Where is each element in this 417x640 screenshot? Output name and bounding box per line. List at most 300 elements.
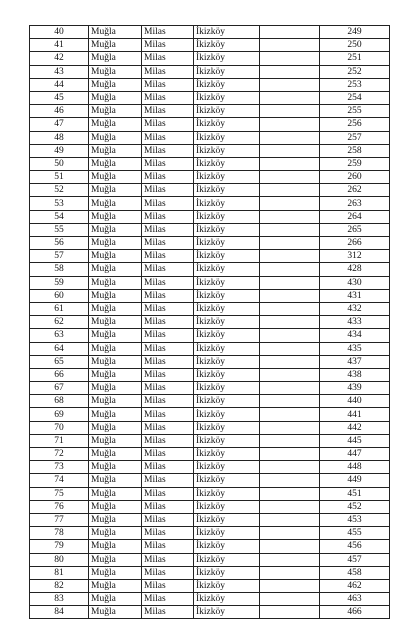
district-cell: Milas xyxy=(142,223,194,236)
province-cell: Muğla xyxy=(89,39,142,52)
table-row xyxy=(30,316,390,329)
table-row xyxy=(30,593,390,606)
province-cell: Muğla xyxy=(89,540,142,553)
empty-cell xyxy=(260,184,320,197)
empty-cell xyxy=(260,329,320,342)
row-number-cell: 46 xyxy=(30,105,89,118)
province-cell: Muğla xyxy=(89,553,142,566)
empty-cell xyxy=(260,250,320,263)
parcel-number-cell: 312 xyxy=(320,250,390,263)
row-number-cell: 80 xyxy=(30,553,89,566)
village-cell: İkizköy xyxy=(194,237,260,250)
village-cell: İkizköy xyxy=(194,329,260,342)
district-cell: Milas xyxy=(142,579,194,592)
district-cell: Milas xyxy=(142,91,194,104)
row-number-cell: 84 xyxy=(30,606,89,619)
province-cell: Muğla xyxy=(89,461,142,474)
table-row xyxy=(30,448,390,461)
village-cell: İkizköy xyxy=(194,39,260,52)
village-cell: İkizköy xyxy=(194,342,260,355)
village-cell: İkizköy xyxy=(194,395,260,408)
table-row xyxy=(30,355,390,368)
district-cell: Milas xyxy=(142,593,194,606)
district-cell: Milas xyxy=(142,342,194,355)
table-row xyxy=(30,408,390,421)
row-number-cell: 79 xyxy=(30,540,89,553)
province-cell: Muğla xyxy=(89,434,142,447)
district-cell: Milas xyxy=(142,65,194,78)
district-cell: Milas xyxy=(142,368,194,381)
row-number-cell: 60 xyxy=(30,289,89,302)
district-cell: Milas xyxy=(142,171,194,184)
row-number-cell: 42 xyxy=(30,52,89,65)
district-cell: Milas xyxy=(142,157,194,170)
village-cell: İkizköy xyxy=(194,316,260,329)
province-cell: Muğla xyxy=(89,302,142,315)
district-cell: Milas xyxy=(142,382,194,395)
table-row xyxy=(30,606,390,619)
row-number-cell: 72 xyxy=(30,448,89,461)
province-cell: Muğla xyxy=(89,263,142,276)
district-cell: Milas xyxy=(142,487,194,500)
empty-cell xyxy=(260,553,320,566)
row-number-cell: 81 xyxy=(30,566,89,579)
empty-cell xyxy=(260,197,320,210)
parcel-number-cell: 435 xyxy=(320,342,390,355)
province-cell: Muğla xyxy=(89,105,142,118)
village-cell: İkizköy xyxy=(194,368,260,381)
province-cell: Muğla xyxy=(89,197,142,210)
table-row xyxy=(30,276,390,289)
village-cell: İkizköy xyxy=(194,171,260,184)
village-cell: İkizköy xyxy=(194,448,260,461)
table-row xyxy=(30,118,390,131)
district-cell: Milas xyxy=(142,421,194,434)
parcel-number-cell: 260 xyxy=(320,171,390,184)
province-cell: Muğla xyxy=(89,342,142,355)
row-number-cell: 57 xyxy=(30,250,89,263)
row-number-cell: 71 xyxy=(30,434,89,447)
empty-cell xyxy=(260,78,320,91)
province-cell: Muğla xyxy=(89,91,142,104)
empty-cell xyxy=(260,276,320,289)
table-row xyxy=(30,474,390,487)
district-cell: Milas xyxy=(142,39,194,52)
row-number-cell: 78 xyxy=(30,527,89,540)
empty-cell xyxy=(260,210,320,223)
table-row xyxy=(30,461,390,474)
table-row xyxy=(30,553,390,566)
province-cell: Muğla xyxy=(89,500,142,513)
table-row xyxy=(30,210,390,223)
parcel-number-cell: 428 xyxy=(320,263,390,276)
table-row xyxy=(30,144,390,157)
parcel-number-cell: 264 xyxy=(320,210,390,223)
row-number-cell: 54 xyxy=(30,210,89,223)
district-cell: Milas xyxy=(142,197,194,210)
empty-cell xyxy=(260,474,320,487)
parcel-number-cell: 451 xyxy=(320,487,390,500)
parcel-number-cell: 440 xyxy=(320,395,390,408)
empty-cell xyxy=(260,171,320,184)
row-number-cell: 74 xyxy=(30,474,89,487)
table-row xyxy=(30,579,390,592)
district-cell: Milas xyxy=(142,395,194,408)
village-cell: İkizköy xyxy=(194,434,260,447)
village-cell: İkizköy xyxy=(194,78,260,91)
table-row xyxy=(30,540,390,553)
table-row xyxy=(30,487,390,500)
province-cell: Muğla xyxy=(89,395,142,408)
district-cell: Milas xyxy=(142,289,194,302)
empty-cell xyxy=(260,118,320,131)
village-cell: İkizköy xyxy=(194,566,260,579)
district-cell: Milas xyxy=(142,434,194,447)
district-cell: Milas xyxy=(142,408,194,421)
table-row xyxy=(30,421,390,434)
village-cell: İkizköy xyxy=(194,52,260,65)
province-cell: Muğla xyxy=(89,329,142,342)
province-cell: Muğla xyxy=(89,368,142,381)
table-row xyxy=(30,289,390,302)
empty-cell xyxy=(260,408,320,421)
parcel-number-cell: 455 xyxy=(320,527,390,540)
parcel-number-cell: 259 xyxy=(320,157,390,170)
empty-cell xyxy=(260,131,320,144)
district-cell: Milas xyxy=(142,131,194,144)
table-row xyxy=(30,302,390,315)
row-number-cell: 63 xyxy=(30,329,89,342)
province-cell: Muğla xyxy=(89,210,142,223)
province-cell: Muğla xyxy=(89,237,142,250)
empty-cell xyxy=(260,289,320,302)
row-number-cell: 76 xyxy=(30,500,89,513)
table-row xyxy=(30,237,390,250)
empty-cell xyxy=(260,263,320,276)
parcel-number-cell: 457 xyxy=(320,553,390,566)
parcel-number-cell: 251 xyxy=(320,52,390,65)
parcel-number-cell: 249 xyxy=(320,26,390,39)
village-cell: İkizköy xyxy=(194,91,260,104)
village-cell: İkizköy xyxy=(194,223,260,236)
empty-cell xyxy=(260,316,320,329)
empty-cell xyxy=(260,65,320,78)
province-cell: Muğla xyxy=(89,171,142,184)
province-cell: Muğla xyxy=(89,421,142,434)
parcel-number-cell: 252 xyxy=(320,65,390,78)
district-cell: Milas xyxy=(142,263,194,276)
row-number-cell: 50 xyxy=(30,157,89,170)
parcel-number-cell: 431 xyxy=(320,289,390,302)
empty-cell xyxy=(260,105,320,118)
province-cell: Muğla xyxy=(89,382,142,395)
table-row xyxy=(30,434,390,447)
parcel-number-cell: 253 xyxy=(320,78,390,91)
table-row xyxy=(30,171,390,184)
district-cell: Milas xyxy=(142,540,194,553)
row-number-cell: 67 xyxy=(30,382,89,395)
village-cell: İkizköy xyxy=(194,527,260,540)
empty-cell xyxy=(260,540,320,553)
village-cell: İkizköy xyxy=(194,65,260,78)
district-cell: Milas xyxy=(142,513,194,526)
province-cell: Muğla xyxy=(89,474,142,487)
table-row xyxy=(30,250,390,263)
table-row xyxy=(30,157,390,170)
village-cell: İkizköy xyxy=(194,500,260,513)
table-row xyxy=(30,91,390,104)
district-cell: Milas xyxy=(142,52,194,65)
row-number-cell: 70 xyxy=(30,421,89,434)
parcel-number-cell: 256 xyxy=(320,118,390,131)
village-cell: İkizköy xyxy=(194,118,260,131)
empty-cell xyxy=(260,382,320,395)
parcel-number-cell: 432 xyxy=(320,302,390,315)
empty-cell xyxy=(260,461,320,474)
parcel-number-cell: 430 xyxy=(320,276,390,289)
table-row xyxy=(30,105,390,118)
village-cell: İkizköy xyxy=(194,355,260,368)
row-number-cell: 82 xyxy=(30,579,89,592)
empty-cell xyxy=(260,39,320,52)
village-cell: İkizköy xyxy=(194,606,260,619)
row-number-cell: 56 xyxy=(30,237,89,250)
province-cell: Muğla xyxy=(89,157,142,170)
table-row xyxy=(30,527,390,540)
province-cell: Muğla xyxy=(89,223,142,236)
village-cell: İkizköy xyxy=(194,513,260,526)
table-row xyxy=(30,131,390,144)
table-row xyxy=(30,263,390,276)
district-cell: Milas xyxy=(142,302,194,315)
empty-cell xyxy=(260,355,320,368)
parcel-number-cell: 462 xyxy=(320,579,390,592)
empty-cell xyxy=(260,368,320,381)
empty-cell xyxy=(260,434,320,447)
empty-cell xyxy=(260,566,320,579)
parcel-number-cell: 466 xyxy=(320,606,390,619)
table-row xyxy=(30,566,390,579)
village-cell: İkizköy xyxy=(194,144,260,157)
row-number-cell: 73 xyxy=(30,461,89,474)
parcel-number-cell: 445 xyxy=(320,434,390,447)
parcel-number-cell: 441 xyxy=(320,408,390,421)
district-cell: Milas xyxy=(142,500,194,513)
district-cell: Milas xyxy=(142,355,194,368)
table-row xyxy=(30,78,390,91)
district-cell: Milas xyxy=(142,105,194,118)
province-cell: Muğla xyxy=(89,513,142,526)
row-number-cell: 51 xyxy=(30,171,89,184)
empty-cell xyxy=(260,223,320,236)
village-cell: İkizköy xyxy=(194,553,260,566)
parcel-number-cell: 453 xyxy=(320,513,390,526)
row-number-cell: 48 xyxy=(30,131,89,144)
village-cell: İkizköy xyxy=(194,157,260,170)
empty-cell xyxy=(260,52,320,65)
empty-cell xyxy=(260,157,320,170)
province-cell: Muğla xyxy=(89,316,142,329)
district-cell: Milas xyxy=(142,237,194,250)
empty-cell xyxy=(260,237,320,250)
table-row xyxy=(30,26,390,39)
province-cell: Muğla xyxy=(89,131,142,144)
row-number-cell: 40 xyxy=(30,26,89,39)
village-cell: İkizköy xyxy=(194,593,260,606)
village-cell: İkizköy xyxy=(194,263,260,276)
parcel-table xyxy=(29,25,390,619)
parcel-number-cell: 254 xyxy=(320,91,390,104)
parcel-number-cell: 255 xyxy=(320,105,390,118)
parcel-number-cell: 456 xyxy=(320,540,390,553)
table-row xyxy=(30,52,390,65)
village-cell: İkizköy xyxy=(194,131,260,144)
province-cell: Muğla xyxy=(89,52,142,65)
district-cell: Milas xyxy=(142,448,194,461)
parcel-number-cell: 448 xyxy=(320,461,390,474)
row-number-cell: 43 xyxy=(30,65,89,78)
province-cell: Muğla xyxy=(89,448,142,461)
district-cell: Milas xyxy=(142,474,194,487)
parcel-number-cell: 439 xyxy=(320,382,390,395)
empty-cell xyxy=(260,395,320,408)
row-number-cell: 66 xyxy=(30,368,89,381)
table-row xyxy=(30,65,390,78)
district-cell: Milas xyxy=(142,316,194,329)
province-cell: Muğla xyxy=(89,606,142,619)
province-cell: Muğla xyxy=(89,78,142,91)
table-row xyxy=(30,368,390,381)
village-cell: İkizköy xyxy=(194,382,260,395)
row-number-cell: 53 xyxy=(30,197,89,210)
parcel-number-cell: 263 xyxy=(320,197,390,210)
district-cell: Milas xyxy=(142,144,194,157)
province-cell: Muğla xyxy=(89,118,142,131)
parcel-number-cell: 265 xyxy=(320,223,390,236)
parcel-number-cell: 442 xyxy=(320,421,390,434)
parcel-number-cell: 266 xyxy=(320,237,390,250)
province-cell: Muğla xyxy=(89,65,142,78)
table-row xyxy=(30,500,390,513)
row-number-cell: 49 xyxy=(30,144,89,157)
empty-cell xyxy=(260,487,320,500)
village-cell: İkizköy xyxy=(194,184,260,197)
province-cell: Muğla xyxy=(89,289,142,302)
district-cell: Milas xyxy=(142,78,194,91)
district-cell: Milas xyxy=(142,250,194,263)
empty-cell xyxy=(260,302,320,315)
district-cell: Milas xyxy=(142,118,194,131)
parcel-number-cell: 434 xyxy=(320,329,390,342)
parcel-number-cell: 447 xyxy=(320,448,390,461)
village-cell: İkizköy xyxy=(194,26,260,39)
parcel-number-cell: 463 xyxy=(320,593,390,606)
table-row xyxy=(30,223,390,236)
district-cell: Milas xyxy=(142,606,194,619)
province-cell: Muğla xyxy=(89,250,142,263)
empty-cell xyxy=(260,579,320,592)
row-number-cell: 45 xyxy=(30,91,89,104)
table-row xyxy=(30,513,390,526)
row-number-cell: 41 xyxy=(30,39,89,52)
empty-cell xyxy=(260,606,320,619)
parcel-number-cell: 257 xyxy=(320,131,390,144)
parcel-number-cell: 449 xyxy=(320,474,390,487)
parcel-number-cell: 438 xyxy=(320,368,390,381)
empty-cell xyxy=(260,342,320,355)
district-cell: Milas xyxy=(142,461,194,474)
row-number-cell: 52 xyxy=(30,184,89,197)
village-cell: İkizköy xyxy=(194,105,260,118)
table-row xyxy=(30,342,390,355)
district-cell: Milas xyxy=(142,527,194,540)
village-cell: İkizköy xyxy=(194,250,260,263)
empty-cell xyxy=(260,91,320,104)
province-cell: Muğla xyxy=(89,593,142,606)
province-cell: Muğla xyxy=(89,527,142,540)
empty-cell xyxy=(260,500,320,513)
district-cell: Milas xyxy=(142,210,194,223)
village-cell: İkizköy xyxy=(194,289,260,302)
empty-cell xyxy=(260,144,320,157)
district-cell: Milas xyxy=(142,553,194,566)
parcel-number-cell: 458 xyxy=(320,566,390,579)
province-cell: Muğla xyxy=(89,408,142,421)
village-cell: İkizköy xyxy=(194,421,260,434)
row-number-cell: 62 xyxy=(30,316,89,329)
village-cell: İkizköy xyxy=(194,302,260,315)
village-cell: İkizköy xyxy=(194,487,260,500)
district-cell: Milas xyxy=(142,184,194,197)
parcel-number-cell: 452 xyxy=(320,500,390,513)
village-cell: İkizköy xyxy=(194,474,260,487)
province-cell: Muğla xyxy=(89,579,142,592)
village-cell: İkizköy xyxy=(194,461,260,474)
row-number-cell: 69 xyxy=(30,408,89,421)
table-row xyxy=(30,382,390,395)
row-number-cell: 55 xyxy=(30,223,89,236)
empty-cell xyxy=(260,421,320,434)
province-cell: Muğla xyxy=(89,276,142,289)
row-number-cell: 65 xyxy=(30,355,89,368)
row-number-cell: 68 xyxy=(30,395,89,408)
province-cell: Muğla xyxy=(89,26,142,39)
village-cell: İkizköy xyxy=(194,197,260,210)
district-cell: Milas xyxy=(142,566,194,579)
parcel-number-cell: 250 xyxy=(320,39,390,52)
table-row xyxy=(30,184,390,197)
row-number-cell: 44 xyxy=(30,78,89,91)
table-row xyxy=(30,197,390,210)
empty-cell xyxy=(260,448,320,461)
table-row xyxy=(30,39,390,52)
parcel-number-cell: 437 xyxy=(320,355,390,368)
district-cell: Milas xyxy=(142,276,194,289)
row-number-cell: 64 xyxy=(30,342,89,355)
parcel-number-cell: 262 xyxy=(320,184,390,197)
row-number-cell: 77 xyxy=(30,513,89,526)
row-number-cell: 61 xyxy=(30,302,89,315)
district-cell: Milas xyxy=(142,26,194,39)
table-row xyxy=(30,395,390,408)
empty-cell xyxy=(260,513,320,526)
table-row xyxy=(30,329,390,342)
village-cell: İkizköy xyxy=(194,276,260,289)
empty-cell xyxy=(260,527,320,540)
province-cell: Muğla xyxy=(89,355,142,368)
parcel-number-cell: 258 xyxy=(320,144,390,157)
province-cell: Muğla xyxy=(89,184,142,197)
